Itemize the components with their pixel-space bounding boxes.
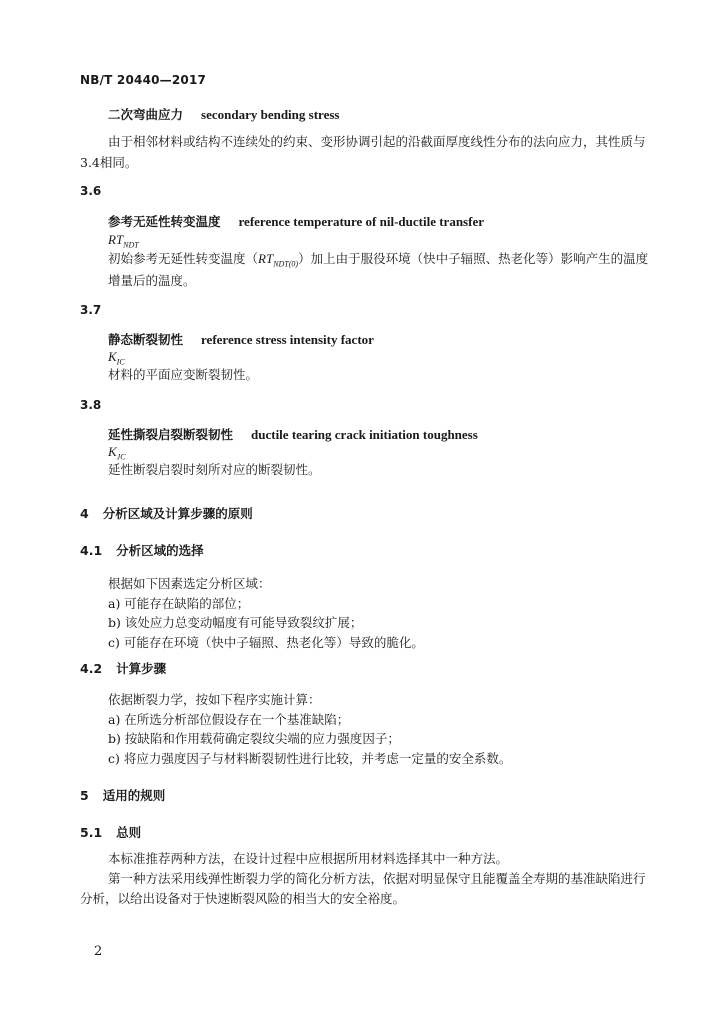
symbol-main: K bbox=[108, 444, 117, 459]
symbol-subscript: NDT(0) bbox=[273, 259, 299, 269]
symbol-main: RT bbox=[108, 232, 124, 247]
term-definition-line: 由于相邻材料或结构不连续处的约束、变形协调引起的沿截面厚度线性分布的法向应力，其性质与 bbox=[108, 134, 646, 149]
section-heading bbox=[80, 786, 165, 804]
term-zh: 参考无延性转变温度 bbox=[108, 214, 221, 229]
term-definition-line: 延性断裂启裂时刻所对应的断裂韧性。 bbox=[108, 462, 321, 477]
term-symbol bbox=[108, 232, 139, 250]
section-title: 计算步骤 bbox=[116, 661, 167, 676]
list-item: a) 在所选分析部位假设存在一个基准缺陷； bbox=[108, 712, 350, 727]
standard-number-header: NB/T 20440—2017 bbox=[80, 73, 207, 87]
term-zh: 二次弯曲应力 bbox=[108, 107, 184, 122]
subsection-heading bbox=[80, 659, 166, 677]
section-title: 总则 bbox=[116, 825, 142, 840]
page-number: 2 bbox=[94, 944, 103, 959]
term-zh: 静态断裂韧性 bbox=[108, 332, 184, 347]
term-en: secondary bending stress bbox=[201, 107, 340, 122]
clause-number: 3.7 bbox=[80, 303, 102, 317]
clause-number: 3.6 bbox=[80, 184, 102, 198]
section-number: 4 bbox=[80, 506, 89, 521]
term-title-secondary-bending-stress bbox=[108, 105, 339, 123]
section-title: 适用的规则 bbox=[102, 788, 166, 803]
term-definition-line: 增量后的温度。 bbox=[108, 273, 196, 288]
symbol-subscript: NDT bbox=[123, 240, 139, 250]
clause-number: 3.8 bbox=[80, 398, 102, 412]
list-item: c) 将应力强度因子与材料断裂韧性进行比较，并考虑一定量的安全系数。 bbox=[108, 751, 512, 766]
inline-symbol bbox=[258, 251, 299, 269]
body-paragraph: 第一种方法采用线弹性断裂力学的简化分析方法，依据对明显保守且能覆盖全寿期的基准缺陷进行 bbox=[108, 871, 646, 886]
term-definition-line: 材料的平面应变断裂韧性。 bbox=[108, 367, 259, 382]
list-item: b) 按缺陷和作用载荷确定裂纹尖端的应力强度因子； bbox=[108, 731, 400, 746]
term-en: reference temperature of nil-ductile transfer bbox=[238, 214, 484, 229]
term-title-reference-temperature bbox=[108, 212, 484, 230]
section-heading bbox=[80, 504, 253, 522]
symbol-subscript: JC bbox=[116, 452, 126, 462]
term-zh: 延性撕裂启裂断裂韧性 bbox=[108, 427, 234, 442]
section-number: 4.2 bbox=[80, 661, 103, 676]
section-number: 4.1 bbox=[80, 543, 103, 558]
term-title-ductile-tearing-toughness bbox=[108, 425, 478, 443]
list-intro: 根据如下因素选定分析区域： bbox=[108, 576, 271, 591]
subsection-heading bbox=[80, 823, 141, 841]
definition-text: 初始参考无延性转变温度（ bbox=[108, 251, 259, 266]
body-paragraph: 本标准推荐两种方法，在设计过程中应根据所用材料选择其中一种方法。 bbox=[108, 851, 509, 866]
term-definition-line: 3.4相同。 bbox=[80, 155, 138, 170]
list-intro: 依据断裂力学，按如下程序实施计算： bbox=[108, 692, 321, 707]
symbol-main: K bbox=[108, 349, 117, 364]
symbol-subscript: IC bbox=[116, 357, 125, 367]
body-paragraph-continuation: 分析，以给出设备对于快速断裂风险的相当大的安全裕度。 bbox=[80, 891, 406, 906]
symbol-main: RT bbox=[258, 251, 274, 266]
list-item: b) 该处应力总变动幅度有可能导致裂纹扩展； bbox=[108, 615, 363, 630]
section-number: 5.1 bbox=[80, 825, 103, 840]
subsection-heading bbox=[80, 541, 204, 559]
term-title-static-fracture-toughness bbox=[108, 330, 374, 348]
section-number: 5 bbox=[80, 788, 89, 803]
term-en: ductile tearing crack initiation toughness bbox=[251, 427, 478, 442]
section-title: 分析区域及计算步骤的原则 bbox=[102, 506, 253, 521]
section-title: 分析区域的选择 bbox=[116, 543, 204, 558]
definition-text: ）加上由于服役环境（快中子辐照、热老化等）影响产生的温度 bbox=[298, 251, 649, 266]
list-item: c) 可能存在环境（快中子辐照、热老化等）导致的脆化。 bbox=[108, 635, 424, 650]
list-item: a) 可能存在缺陷的部位； bbox=[108, 596, 250, 611]
term-en: reference stress intensity factor bbox=[201, 332, 374, 347]
